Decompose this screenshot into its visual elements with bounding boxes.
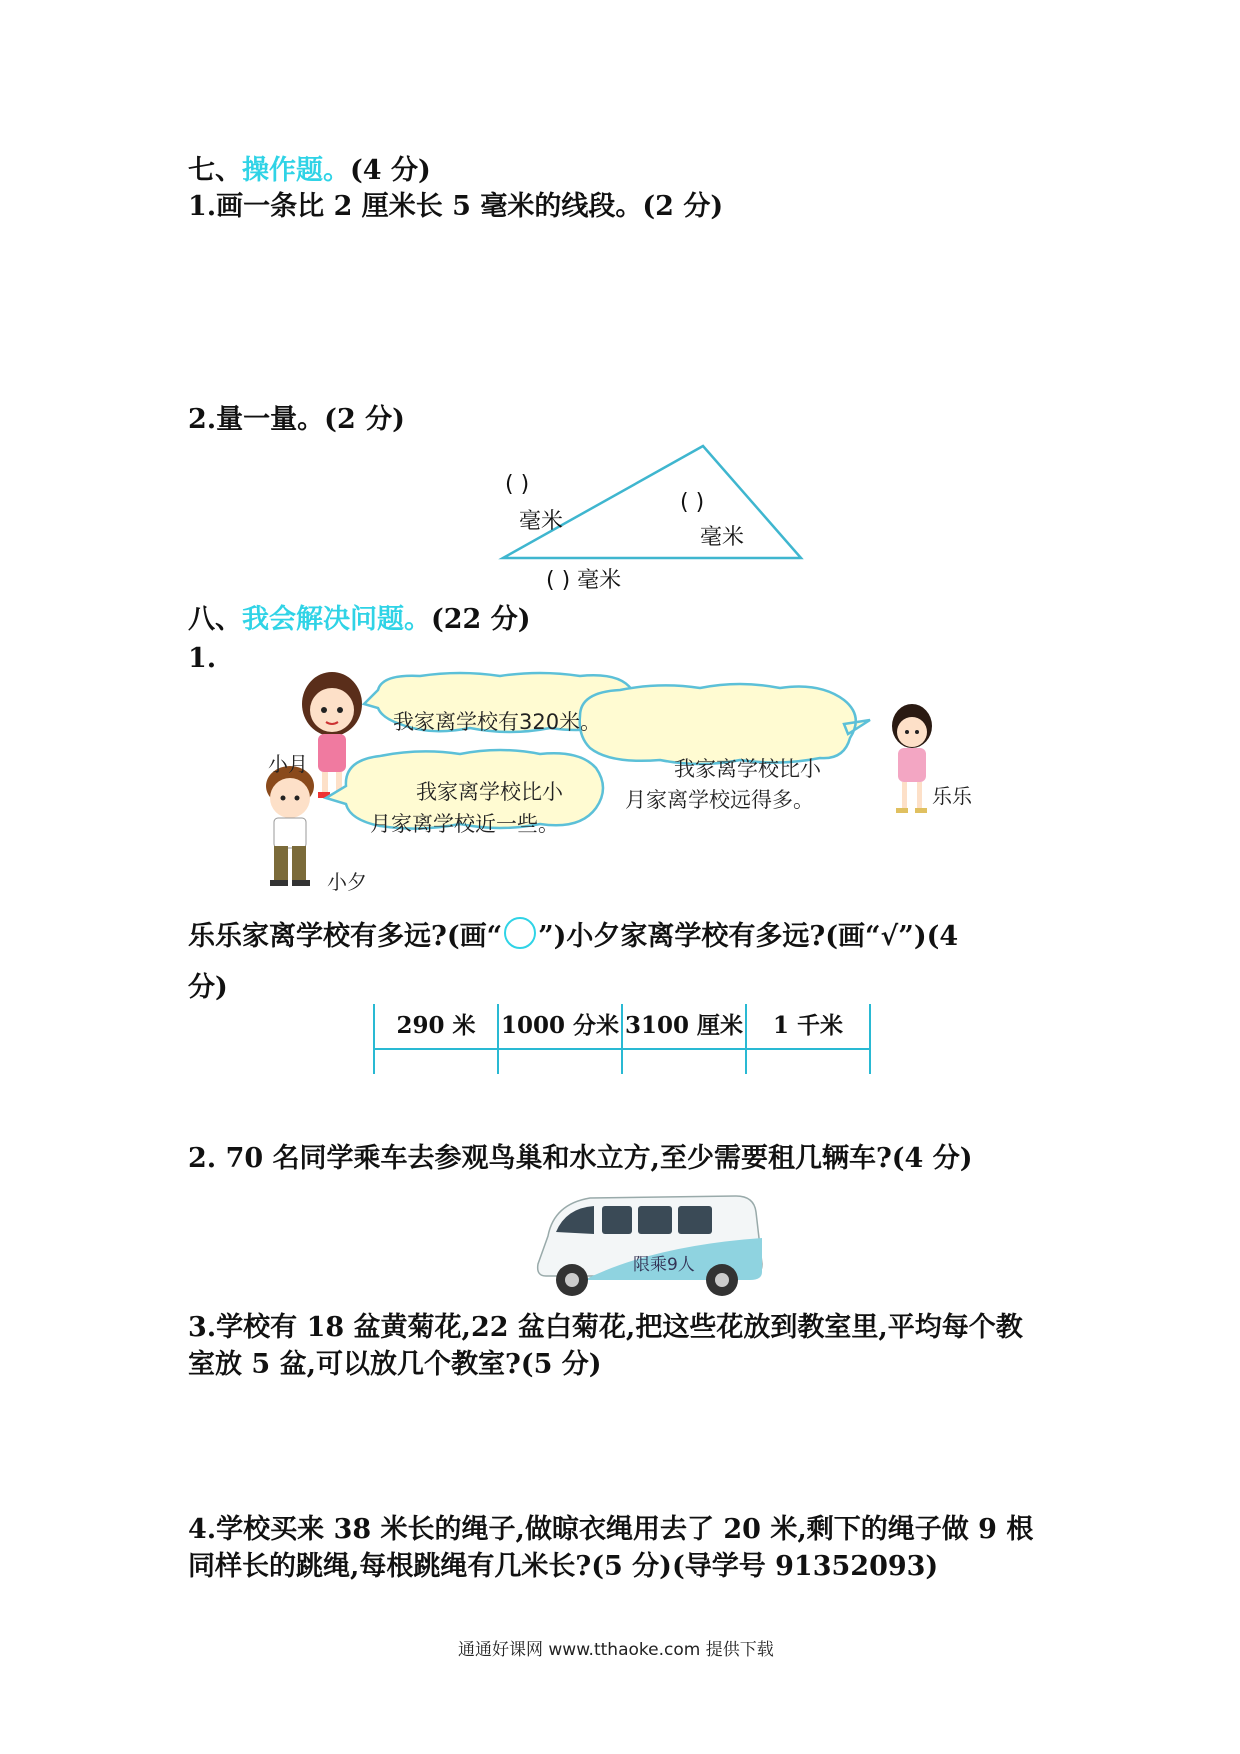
xiaoyue-name: 小月 [268,752,308,776]
lele-figure [892,704,932,813]
question-8-1-text [188,917,958,955]
triangle-bottom-label: ( ) 毫米 [546,568,622,593]
lele-name: 乐乐 [932,784,972,808]
triangle-right-paren: ( ) [680,490,705,515]
question-8-2: 2. 70 名同学乘车去参观鸟巢和水立方,至少需要租几辆车?(4 分) [188,1143,973,1174]
xiaoxi-speech-line-1: 我家离学校比小 [416,780,563,804]
question-8-4-line-2: 同样长的跳绳,每根跳绳有几米长?(5 分)(导学号 91352093) [188,1551,939,1582]
option-cell-3: 3100 厘米 [624,1012,744,1039]
circle-icon [504,917,536,949]
question-8-1-part-b: ”)小夕家离学校有多远?(画“√”)(4 [538,921,959,952]
option-cell-1: 290 米 [396,1012,476,1039]
question-8-1-number: 1. [188,643,217,674]
xiaoyue-speech-text: 我家离学校有320米。 [393,710,602,734]
triangle-right-unit: 毫米 [700,525,745,550]
section-7-score: (4 分) [350,155,431,186]
section-8-heading [188,602,531,638]
van-illustration [530,1186,770,1298]
question-7-2: 2.量一量。(2 分) [188,404,405,435]
lele-speech-line-2: 月家离学校远得多。 [625,788,814,812]
xiaoxi-name: 小夕 [327,870,367,894]
van-label: 限乘9人 [633,1255,695,1275]
triangle-left-unit: 毫米 [519,509,564,534]
triangle-shape [503,446,801,558]
page-footer: 通通好课网 www.tthaoke.com 提供下载 [458,1640,774,1660]
section-7-title: 操作题。 [242,155,350,186]
table-row-line [373,1048,871,1050]
question-7-1: 1.画一条比 2 厘米长 5 毫米的线段。(2 分) [188,191,724,222]
section-8-number: 八、 [188,604,242,635]
question-8-3-line-2: 室放 5 盆,可以放几个教室?(5 分) [188,1349,602,1380]
question-8-1-part-a: 乐乐家离学校有多远?(画“ [188,921,503,952]
lele-speech-line-1: 我家离学校比小 [674,757,821,781]
xiaoxi-figure [266,766,314,886]
question-8-1-text-cont: 分) [188,972,228,1003]
table-divider [869,1004,871,1074]
options-table [373,1004,871,1074]
section-7-heading [188,153,431,189]
xiaoxi-speech-line-2: 月家离学校近一些。 [370,812,559,836]
section-8-score: (22 分) [431,604,531,635]
lele-speech-bubble [580,684,870,764]
option-cell-4: 1 千米 [772,1012,843,1039]
question-8-4-line-1: 4.学校买来 38 米长的绳子,做晾衣绳用去了 20 米,剩下的绳子做 9 根 [188,1514,1034,1545]
section-8-title: 我会解决问题。 [242,604,431,635]
question-8-3-line-1: 3.学校有 18 盆黄菊花,22 盆白菊花,把这些花放到教室里,平均每个教 [188,1312,1023,1343]
dialogue-illustration [260,668,960,898]
option-cell-2: 1000 分米 [500,1012,620,1039]
triangle-left-paren: ( ) [505,472,530,497]
section-7-number: 七、 [188,155,242,186]
